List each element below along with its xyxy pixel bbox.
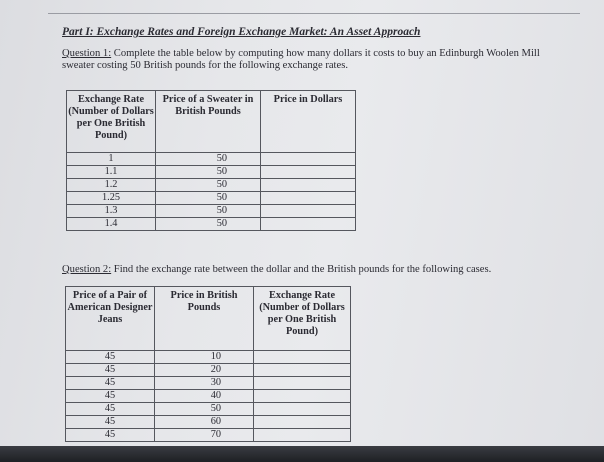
question-2-text: Find the exchange rate between the dollar and the British pounds for the following cases. [111,264,492,275]
question-1 [62,48,562,72]
price-cell: 50 [156,192,261,205]
jeans-cell: 45 [66,351,155,364]
monitor-bezel [0,446,604,462]
table-row [66,390,351,403]
dollars-cell[interactable] [261,179,356,192]
jeans-cell: 45 [66,377,155,390]
jeans-cell: 45 [66,403,155,416]
dollars-cell[interactable] [261,166,356,179]
rate-cell: 1.25 [67,192,156,205]
question-1-label: Question 1: [62,48,112,59]
dollars-cell[interactable] [261,192,356,205]
top-divider [48,13,580,14]
table-row [66,416,351,429]
question-2 [62,264,491,275]
rate-cell[interactable] [254,390,351,403]
jeans-exchange-table [65,286,351,442]
question-1-text: Complete the table below by computing how many dollars it costs to buy an Edinburgh Woolen Mill sweater costing 50 British pounds for the following exchange rates. [62,48,540,71]
pounds-cell: 30 [155,377,254,390]
rate-cell[interactable] [254,429,351,442]
table-row [67,153,356,166]
dollars-cell[interactable] [261,218,356,231]
price-cell: 50 [156,153,261,166]
table-header-row [66,287,351,351]
dollars-cell[interactable] [261,205,356,218]
header-price-dollars: Price in Dollars [261,91,356,153]
table-row [66,351,351,364]
jeans-cell: 45 [66,364,155,377]
jeans-cell: 45 [66,416,155,429]
header-exchange-rate: Exchange Rate (Number of Dollars per One British Pound) [67,91,156,153]
rate-cell: 1.1 [67,166,156,179]
price-cell: 50 [156,179,261,192]
pounds-cell: 70 [155,429,254,442]
table-row [66,377,351,390]
pounds-cell: 50 [155,403,254,416]
rate-cell[interactable] [254,364,351,377]
header-jeans-price: Price of a Pair of American Designer Jeans [66,287,155,351]
pounds-cell: 40 [155,390,254,403]
table-row [67,179,356,192]
header-price-pounds: Price of a Sweater in British Pounds [156,91,261,153]
rate-cell[interactable] [254,351,351,364]
table-header-row [67,91,356,153]
sweater-price-table [66,90,356,231]
dollars-cell[interactable] [261,153,356,166]
table-row [66,429,351,442]
rate-cell[interactable] [254,377,351,390]
rate-cell: 1.2 [67,179,156,192]
table-row [66,403,351,416]
page-title: Part I: Exchange Rates and Foreign Exchange Market: An Asset Approach [62,26,421,38]
table-row [66,364,351,377]
table-row [67,192,356,205]
header-price-pounds: Price in British Pounds [155,287,254,351]
rate-cell[interactable] [254,416,351,429]
table-row [67,218,356,231]
price-cell: 50 [156,166,261,179]
rate-cell: 1.3 [67,205,156,218]
pounds-cell: 20 [155,364,254,377]
price-cell: 50 [156,205,261,218]
header-exchange-rate: Exchange Rate (Number of Dollars per One British Pound) [254,287,351,351]
pounds-cell: 60 [155,416,254,429]
jeans-cell: 45 [66,429,155,442]
question-2-label: Question 2: [62,264,112,275]
price-cell: 50 [156,218,261,231]
jeans-cell: 45 [66,390,155,403]
pounds-cell: 10 [155,351,254,364]
table-row [67,205,356,218]
rate-cell[interactable] [254,403,351,416]
rate-cell: 1.4 [67,218,156,231]
table-row [67,166,356,179]
rate-cell: 1 [67,153,156,166]
